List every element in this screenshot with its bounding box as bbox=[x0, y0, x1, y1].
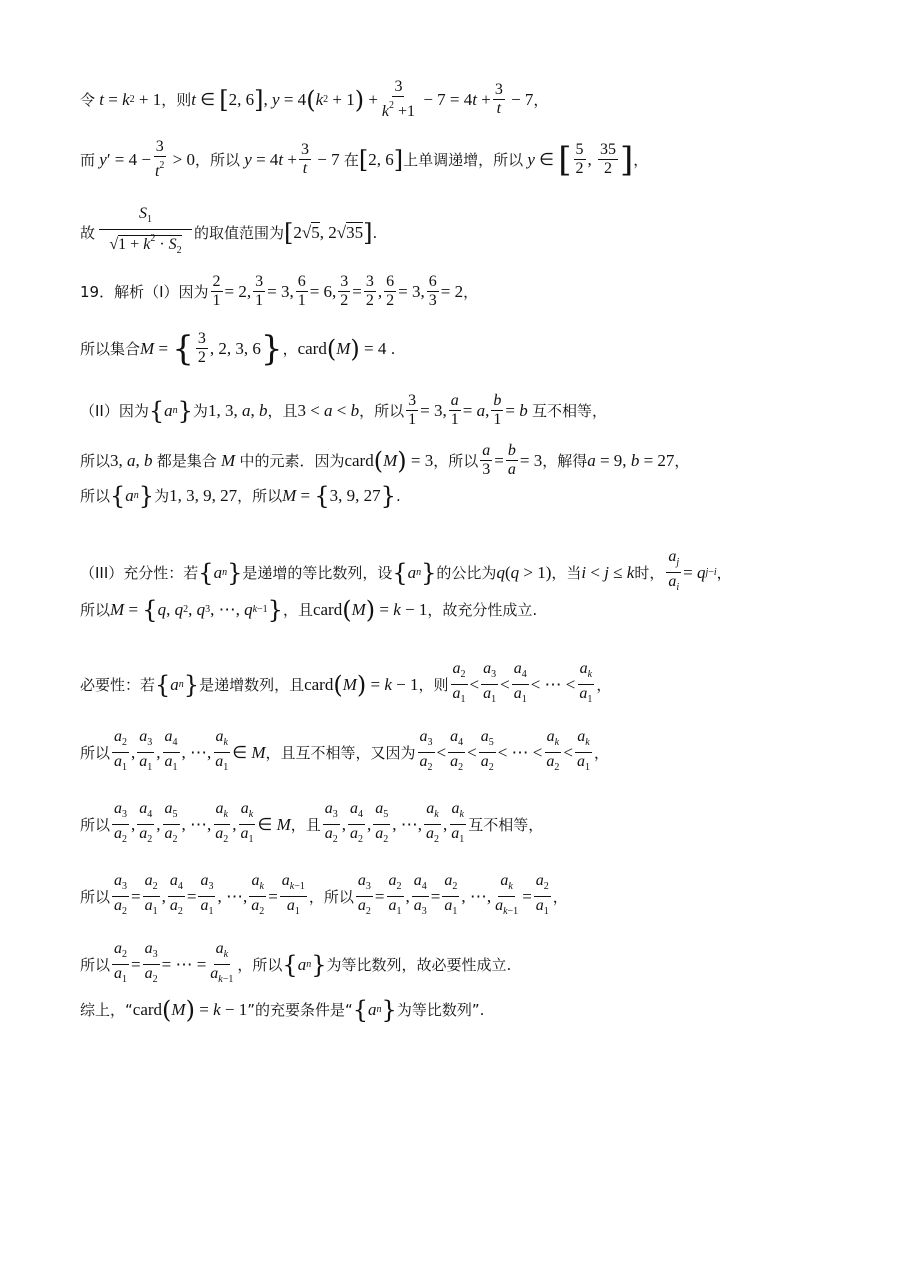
text: 是递增数列，且 bbox=[199, 675, 305, 694]
text: ，所以 bbox=[359, 401, 405, 420]
formula: { a n } bbox=[198, 558, 243, 587]
formula: i < j ≤ k bbox=[581, 562, 635, 582]
text: 所以 bbox=[80, 887, 111, 906]
formula: t ∈ [ 2, 6 ] , y = 4 ( k 2 + 1 ) + $\frac{3}{k^2 +1}$ − 7 = 4 t + $\frac{3}{t}$ − 7 bbox=[191, 78, 534, 120]
solution-line-8 bbox=[80, 482, 401, 510]
text: ， bbox=[552, 887, 568, 906]
text: ，所以 bbox=[195, 150, 241, 169]
text: 时， bbox=[634, 563, 665, 582]
solution-line-4 bbox=[80, 273, 478, 310]
solution-line-12 bbox=[80, 728, 609, 777]
text: 都是集合 bbox=[156, 451, 217, 470]
formula: { a n } bbox=[282, 950, 327, 979]
text: 所以 bbox=[80, 955, 111, 974]
text: 所以 bbox=[80, 743, 111, 762]
solution-line-10 bbox=[80, 596, 538, 624]
text: 所以 bbox=[80, 487, 111, 505]
formula: 3, a , b bbox=[110, 450, 153, 470]
text: ，且 bbox=[290, 815, 321, 834]
text: 为 bbox=[192, 401, 208, 420]
text: 的公比为 bbox=[436, 563, 497, 582]
solution-line-6 bbox=[80, 392, 607, 429]
text: ，所以 bbox=[433, 451, 479, 470]
formula: $\frac{a_3}{a_2}$ < $\frac{a_4}{a_2}$ < $\frac{a_5}{a_2}$ < ⋯ < $\frac{a_k}{a_2}$ < $\frac{a_k}{a_1}$ bbox=[419, 728, 590, 773]
text: 为 bbox=[154, 487, 170, 505]
solution-line-9 bbox=[80, 548, 732, 597]
formula: M bbox=[221, 450, 236, 470]
solution-line-15 bbox=[80, 940, 511, 989]
formula: $\frac{S_1}{√1 + k^2 \cdot S_2}$ bbox=[95, 205, 194, 260]
formula: 1, 3, 9, 27 bbox=[169, 486, 238, 505]
text: ，且 bbox=[267, 401, 298, 420]
text: 互不相等， bbox=[468, 815, 544, 834]
formula: M = { 3, 9, 27 } bbox=[282, 482, 396, 510]
text: ，则 bbox=[418, 675, 449, 694]
formula: y ′ = 4 − $\frac{3}{t^2}$ > 0 bbox=[99, 138, 196, 180]
formula: { a n } bbox=[110, 482, 155, 510]
text: ， bbox=[716, 563, 732, 582]
formula: $\frac{a_3}{a_2}$ = $\frac{a_2}{a_1}$ , $\frac{a_4}{a_3}$ = $\frac{a_2}{a_1}$ , ⋯, $\frac{a_k}{a_{k-1}}$ = $\frac{a_2}{a_1}$ bbox=[357, 872, 549, 917]
text: 所以 bbox=[80, 451, 111, 470]
formula: { a n } bbox=[352, 996, 397, 1024]
text: ，且互不相等，又因为 bbox=[265, 743, 416, 762]
formula: M = { q , q 2 , q 3 , ⋯, q k−1 } bbox=[110, 596, 283, 624]
text: ，所以 bbox=[237, 955, 283, 974]
formula: y ∈ [ $\frac{5}{2}$ , $\frac{35}{2}$ ] bbox=[527, 139, 634, 180]
text: 所以 bbox=[80, 815, 111, 834]
text: ，当 bbox=[551, 563, 582, 582]
formula: $\frac{a_2}{a_1}$ < $\frac{a_3}{a_1}$ < $\frac{a_4}{a_1}$ < ⋯ < $\frac{a_k}{a_1}$ bbox=[452, 660, 593, 705]
text: ，故充分性成立. bbox=[427, 601, 538, 619]
text: ， bbox=[674, 451, 690, 470]
formula: $\frac{a_3}{a_2}$ , $\frac{a_4}{a_2}$ , $\frac{a_5}{a_2}$ , ⋯, $\frac{a_k}{a_2}$ , $\frac{a_k}{a_1}$ ∈ M bbox=[114, 800, 291, 845]
text: ，且 bbox=[282, 601, 313, 619]
formula: [ 2, 6 ] bbox=[358, 145, 404, 174]
text: 上单调递增，所以 bbox=[403, 150, 524, 169]
text: 综上，“ bbox=[80, 1001, 133, 1019]
text: 为等比数列，故必要性成立. bbox=[326, 955, 512, 974]
text: 所以 bbox=[80, 601, 111, 619]
text: ， bbox=[593, 743, 609, 762]
solution-line-14 bbox=[80, 872, 568, 921]
text: 在 bbox=[343, 150, 359, 169]
text: ， bbox=[282, 339, 298, 358]
text: 19．解析（I）因为 bbox=[80, 282, 209, 301]
formula: { a n } bbox=[155, 670, 200, 699]
text: ， bbox=[633, 150, 649, 169]
formula: [ 2√ 5 , 2√ 35 ] bbox=[284, 218, 373, 247]
text: 是递增的等比数列，设 bbox=[242, 563, 393, 582]
formula: { a n } bbox=[148, 396, 193, 425]
formula: $\frac{a_j}{a_i}$ = q j−i bbox=[668, 548, 717, 593]
formula: { a n } bbox=[392, 558, 437, 587]
text: ， bbox=[533, 90, 549, 109]
formula: card ( M ) = k − 1 bbox=[312, 596, 428, 624]
solution-line-5 bbox=[80, 330, 395, 367]
formula: q ( q > 1) bbox=[496, 562, 552, 582]
formula: $\frac{a_3}{a_2}$ = $\frac{a_2}{a_1}$ , $\frac{a_4}{a_2}$ = $\frac{a_3}{a_1}$ , ⋯, $\frac{a_k}{a_2}$ = $\frac{a_{k-1}}{a_1}$ bbox=[114, 872, 305, 917]
solution-line-16 bbox=[80, 996, 485, 1024]
formula: y = 4 t + $\frac{3}{t}$ − 7 bbox=[244, 141, 344, 177]
formula: $\frac{3}{1}$ = 3, $\frac{a}{1}$ = a , $\frac{b}{1}$ = b bbox=[408, 392, 528, 428]
formula: card ( M ) = 3 bbox=[344, 446, 434, 475]
solution-line-2 bbox=[80, 138, 648, 181]
text: 所以集合 bbox=[80, 339, 141, 358]
formula: M = { $\frac{3}{2}$ , 2, 3, 6 } bbox=[140, 328, 283, 369]
text: ，所以 bbox=[237, 487, 283, 505]
text: ， bbox=[463, 282, 479, 301]
text: . bbox=[372, 223, 378, 242]
solution-line-1 bbox=[80, 78, 548, 121]
text: 中的元素．因为 bbox=[239, 451, 345, 470]
formula: 3 < a < b bbox=[297, 400, 360, 420]
formula: card ( M ) = k − 1 bbox=[132, 996, 248, 1024]
formula: $\frac{a_2}{a_1}$ = $\frac{a_3}{a_2}$ = ⋯ = $\frac{a_k}{a_{k-1}}$ bbox=[114, 940, 234, 985]
text: . bbox=[390, 339, 396, 358]
formula: a = 9, b = 27 bbox=[587, 450, 675, 470]
text: 为等比数列”. bbox=[396, 1001, 485, 1019]
text: 而 bbox=[80, 150, 96, 169]
solution-line-11 bbox=[80, 660, 611, 709]
text: 的取值范围为 bbox=[194, 223, 285, 242]
formula: $\frac{a}{3}$ = $\frac{b}{a}$ = 3 bbox=[482, 442, 543, 478]
text: . bbox=[395, 487, 401, 505]
text: 必要性：若 bbox=[80, 675, 156, 694]
formula: card ( M ) = 4 bbox=[297, 334, 391, 363]
formula: t = k 2 + 1 bbox=[99, 89, 162, 109]
formula: $\frac{2}{1}$ = 2, $\frac{3}{1}$ = 3, $\frac{6}{1}$ = 6, $\frac{3}{2}$ = $\frac{3}{2}$ , $\frac{6}{2}$ = 3, $\frac{6}{3}$ = 2 bbox=[212, 273, 464, 309]
formula: $\frac{a_2}{a_1}$ , $\frac{a_3}{a_1}$ , $\frac{a_4}{a_1}$ , ⋯, $\frac{a_k}{a_1}$ ∈ M bbox=[114, 728, 266, 773]
text: 互不相等， bbox=[531, 401, 607, 420]
solution-line-3 bbox=[80, 205, 377, 260]
formula: card ( M ) = k − 1 bbox=[304, 670, 419, 699]
formula: 1, 3, a , b bbox=[207, 400, 268, 420]
text: ， bbox=[596, 675, 612, 694]
text: （II）因为 bbox=[80, 401, 149, 420]
text: 令 bbox=[80, 90, 96, 109]
solution-line-7 bbox=[80, 442, 689, 479]
text: ，所以 bbox=[308, 887, 354, 906]
text: 故 bbox=[80, 223, 96, 242]
text: ，则 bbox=[161, 90, 192, 109]
text: ，解得 bbox=[542, 451, 588, 470]
formula: $\frac{a_3}{a_2}$ , $\frac{a_4}{a_2}$ , $\frac{a_5}{a_2}$ , ⋯, $\frac{a_k}{a_2}$ , $\frac{a_k}{a_1}$ bbox=[324, 800, 465, 845]
text: ”的充要条件是“ bbox=[247, 1001, 353, 1019]
solution-line-13 bbox=[80, 800, 543, 849]
text: （III）充分性：若 bbox=[80, 563, 199, 582]
